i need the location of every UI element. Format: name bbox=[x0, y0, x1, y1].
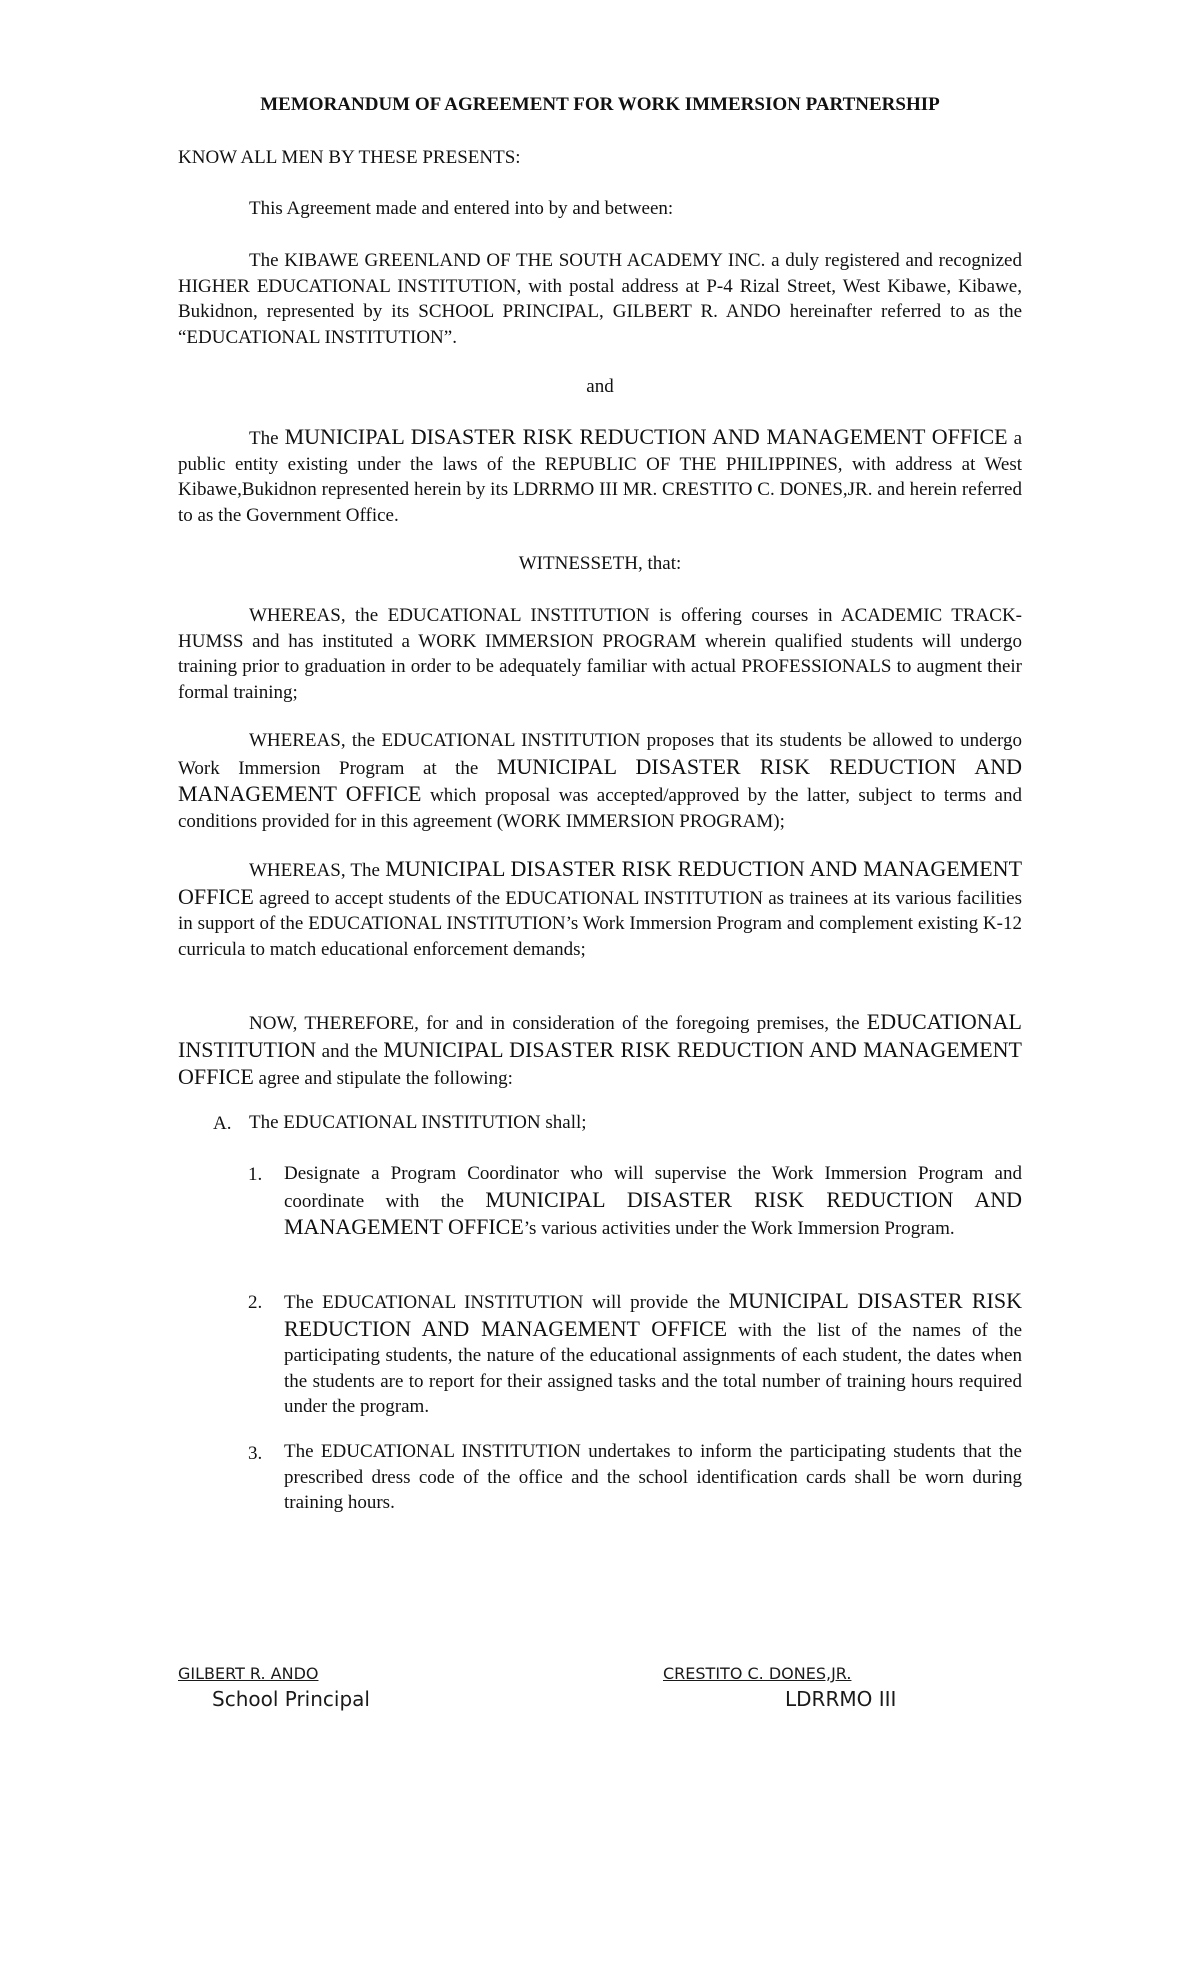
know-all-men: KNOW ALL MEN BY THESE PRESENTS: bbox=[178, 147, 521, 168]
whereas-paragraph-1: WHEREAS, the EDUCATIONAL INSTITUTION is offering courses in ACADEMIC TRACK-HUMSS and has instituted a WORK IMMERSION PROGRAM wherein qualified students will undergo training prior to graduation in order to be adequately familiar with actual PROFESSIONALS to augment their formal training; bbox=[178, 605, 1022, 703]
party-two-description: a public entity existing under the laws of the REPUBLIC OF THE PHILIPPINES, with address at West Kibawe,Bukidnon represented herein by its LDRRMO III MR. CRESTITO C. DONES,JR. and herein referred to as the Government Office. bbox=[178, 428, 1023, 526]
whereas-3-text-a: WHEREAS, The bbox=[249, 860, 386, 881]
document-title: MEMORANDUM OF AGREEMENT FOR WORK IMMERSION PARTNERSHIP bbox=[260, 94, 940, 115]
whereas-3-text-b: agreed to accept students of the EDUCATIONAL INSTITUTION as trainees at its various facilities in support of the EDUCATIONAL INSTITUTION’s Work Immersion Program and complement existing K-12 curricula to match educational enforcement demands; bbox=[178, 887, 1022, 960]
party-one-paragraph: The KIBAWE GREENLAND OF THE SOUTH ACADEMY INC. a duly registered and recognized HIGHER EDUCATIONAL INSTITUTION, with postal address at P-4 Rizal Street, West Kibawe, Kibawe, Bukidnon, represented by its SCHOOL PRINCIPAL, GILBERT R. ANDO hereinafter referred to as the “EDUCATIONAL INSTITUTION”. bbox=[178, 250, 1022, 348]
and-connector: and bbox=[586, 376, 614, 397]
item-1-text bbox=[284, 1161, 1022, 1242]
item-3-number: 3. bbox=[248, 1443, 263, 1464]
witnesseth-heading: WITNESSETH, that: bbox=[518, 553, 682, 574]
item-2-text-b: with the list of the names of the participating students, the nature of the educational assignments of each student, the dates when the students are to report for their assigned tasks and the total number of training hours required under the program. bbox=[284, 1319, 1023, 1417]
item-2-office-name: MUNICIPAL DISASTER RISK REDUCTION AND MANAGEMENT OFFICE bbox=[284, 1288, 1022, 1341]
now-therefore-edu: EDUCATIONAL INSTITUTION bbox=[178, 1009, 1022, 1062]
party-two-office-name: MUNICIPAL DISASTER RISK REDUCTION AND MANAGEMENT OFFICE bbox=[284, 424, 1008, 449]
whereas-3-office-name: MUNICIPAL DISASTER RISK REDUCTION AND MANAGEMENT OFFICE bbox=[178, 856, 1023, 909]
whereas-2-text-b: which proposal was accepted/approved by the latter, subject to terms and conditions provided for in this agreement (WORK IMMERSION PROGRAM); bbox=[178, 785, 1022, 832]
intro-paragraph: This Agreement made and entered into by and between: bbox=[249, 198, 674, 219]
now-therefore-mid: and the bbox=[316, 1040, 384, 1062]
signatory-left-name: GILBERT R. ANDO bbox=[178, 1664, 319, 1683]
signatory-right-title: LDRRMO III bbox=[785, 1687, 897, 1711]
item-1-office-name: MUNICIPAL DISASTER RISK REDUCTION AND MANAGEMENT OFFICE bbox=[284, 1186, 1022, 1239]
section-a-heading: The EDUCATIONAL INSTITUTION shall; bbox=[249, 1112, 587, 1133]
whereas-paragraph-3 bbox=[178, 856, 1022, 962]
now-therefore-paragraph bbox=[178, 1009, 1022, 1092]
now-therefore-text-b: agree and stipulate the following: bbox=[253, 1068, 513, 1089]
item-2-number: 2. bbox=[248, 1292, 263, 1313]
now-therefore-office-name: MUNICIPAL DISASTER RISK REDUCTION AND MANAGEMENT OFFICE bbox=[178, 1036, 1022, 1089]
signatory-left-title: School Principal bbox=[212, 1687, 370, 1711]
item-2-text bbox=[284, 1288, 1022, 1420]
item-1-text-b: ’s various activities under the Work Immersion Program. bbox=[523, 1218, 955, 1239]
signatory-right-name: CRESTITO C. DONES,JR. bbox=[663, 1664, 852, 1683]
item-1-text-a: Designate a Program Coordinator who will supervise the Work Immersion Program and coordinate with the bbox=[284, 1163, 1022, 1212]
section-a-letter: A. bbox=[213, 1113, 232, 1134]
whereas-paragraph-2 bbox=[178, 728, 1022, 834]
now-therefore-text-a: NOW, THEREFORE, for and in consideration of the foregoing premises, the bbox=[249, 1013, 867, 1034]
item-1-number: 1. bbox=[248, 1164, 263, 1185]
party-two-the: The bbox=[249, 428, 279, 449]
whereas-2-office-name: MUNICIPAL DISASTER RISK REDUCTION AND MANAGEMENT OFFICE bbox=[178, 753, 1022, 806]
item-2-text-a: The EDUCATIONAL INSTITUTION will provide the bbox=[284, 1292, 729, 1313]
party-two-paragraph bbox=[178, 424, 1022, 528]
whereas-2-text-a: WHEREAS, the EDUCATIONAL INSTITUTION proposes that its students be allowed to undergo Work Immersion Program at the bbox=[178, 730, 1022, 779]
item-3-text: The EDUCATIONAL INSTITUTION undertakes to inform the participating students that the prescribed dress code of the office and the school identification cards shall be worn during training hours. bbox=[284, 1441, 1022, 1513]
